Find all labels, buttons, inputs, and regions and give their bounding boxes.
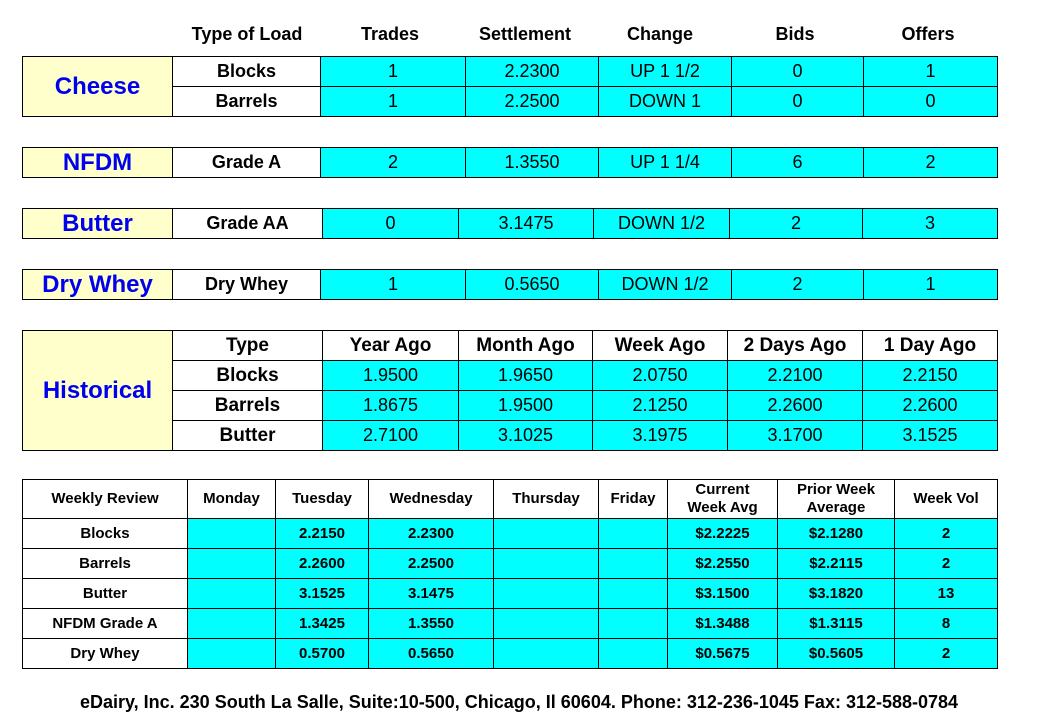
weekly-cell: 13 <box>895 579 998 609</box>
cheese-blocks-trades: 1 <box>321 57 466 87</box>
weekly-cell <box>494 639 599 669</box>
weekly-cell: 3.1525 <box>276 579 369 609</box>
weekly-cell: $1.3488 <box>668 609 778 639</box>
historical-header-type: Type <box>173 331 323 361</box>
historical-header-week-ago: Week Ago <box>593 331 728 361</box>
weekly-cell: 1.3550 <box>369 609 494 639</box>
nfdm-trades: 2 <box>321 148 466 178</box>
historical-header-1-day-ago: 1 Day Ago <box>863 331 998 361</box>
historical-header-2-days-ago: 2 Days Ago <box>728 331 863 361</box>
dry-whey-trades: 1 <box>321 270 466 300</box>
weekly-cell: 2.2600 <box>276 549 369 579</box>
weekly-cell <box>599 579 668 609</box>
cheese-barrels-bids: 0 <box>732 87 864 117</box>
historical-cell: 2.1250 <box>593 391 728 421</box>
header-settlement: Settlement <box>478 24 572 44</box>
weekly-cell <box>188 639 276 669</box>
weekly-header-friday: Friday <box>599 480 668 519</box>
butter-label: Butter <box>23 209 173 239</box>
weekly-cell: 0.5700 <box>276 639 369 669</box>
footer-contact: eDairy, Inc. 230 South La Salle, Suite:10-500, Chicago, Il 60604. Phone: 312-236-1045 Fax: 312-588-0784 <box>79 692 959 712</box>
dry-whey-settlement: 0.5650 <box>466 270 599 300</box>
cheese-blocks-change: UP 1 1/2 <box>599 57 732 87</box>
dry-whey-label: Dry Whey <box>23 270 173 300</box>
cheese-table <box>22 56 998 117</box>
weekly-cell <box>599 609 668 639</box>
weekly-header-tuesday: Tuesday <box>276 480 369 519</box>
cheese-label: Cheese <box>23 57 173 117</box>
weekly-cell <box>188 519 276 549</box>
historical-row-type: Butter <box>173 421 323 451</box>
weekly-cell: 2 <box>895 519 998 549</box>
weekly-header-review: Weekly Review <box>23 480 188 519</box>
weekly-cell <box>494 549 599 579</box>
weekly-cell: $2.2550 <box>668 549 778 579</box>
historical-cell: 1.9500 <box>323 361 459 391</box>
historical-cell: 1.8675 <box>323 391 459 421</box>
historical-label: Historical <box>23 331 173 451</box>
weekly-row-label: Barrels <box>23 549 188 579</box>
cheese-blocks-offers: 1 <box>864 57 998 87</box>
weekly-cell: $0.5605 <box>778 639 895 669</box>
butter-settlement: 3.1475 <box>459 209 594 239</box>
historical-cell: 2.7100 <box>323 421 459 451</box>
weekly-cell: $2.2115 <box>778 549 895 579</box>
header-bids: Bids <box>775 24 815 44</box>
header-offers: Offers <box>901 24 955 44</box>
dry-whey-offers: 1 <box>864 270 998 300</box>
butter-type: Grade AA <box>173 209 323 239</box>
nfdm-change: UP 1 1/4 <box>599 148 732 178</box>
cheese-barrels-change: DOWN 1 <box>599 87 732 117</box>
weekly-cell <box>188 579 276 609</box>
weekly-row-label: NFDM Grade A <box>23 609 188 639</box>
weekly-header-wednesday: Wednesday <box>369 480 494 519</box>
cheese-blocks-type: Blocks <box>173 57 321 87</box>
cheese-blocks-settlement: 2.2300 <box>466 57 599 87</box>
weekly-cell <box>599 639 668 669</box>
weekly-cell: 2.2150 <box>276 519 369 549</box>
historical-header-year-ago: Year Ago <box>323 331 459 361</box>
butter-offers: 3 <box>863 209 998 239</box>
weekly-row-label: Dry Whey <box>23 639 188 669</box>
header-type-of-load: Type of Load <box>191 24 303 44</box>
cheese-barrels-offers: 0 <box>864 87 998 117</box>
historical-row-type: Barrels <box>173 391 323 421</box>
weekly-cell <box>188 609 276 639</box>
header-change: Change <box>626 24 693 44</box>
historical-cell: 2.2150 <box>863 361 998 391</box>
weekly-cell: 2.2500 <box>369 549 494 579</box>
weekly-row-label: Butter <box>23 579 188 609</box>
historical-cell: 1.9650 <box>459 361 593 391</box>
weekly-row-label: Blocks <box>23 519 188 549</box>
weekly-cell <box>599 549 668 579</box>
weekly-cell: $0.5675 <box>668 639 778 669</box>
weekly-review-table <box>22 479 998 669</box>
historical-cell: 2.2100 <box>728 361 863 391</box>
nfdm-table <box>22 147 998 178</box>
weekly-header-week-vol: Week Vol <box>895 480 998 519</box>
weekly-cell: $3.1820 <box>778 579 895 609</box>
nfdm-settlement: 1.3550 <box>466 148 599 178</box>
weekly-cell <box>494 519 599 549</box>
historical-table <box>22 330 998 451</box>
weekly-cell: $2.2225 <box>668 519 778 549</box>
weekly-cell: 2 <box>895 639 998 669</box>
weekly-header-thursday: Thursday <box>494 480 599 519</box>
butter-table <box>22 208 998 239</box>
historical-row-type: Blocks <box>173 361 323 391</box>
weekly-cell <box>599 519 668 549</box>
historical-cell: 3.1025 <box>459 421 593 451</box>
cheese-barrels-settlement: 2.2500 <box>466 87 599 117</box>
historical-cell: 3.1700 <box>728 421 863 451</box>
weekly-cell <box>494 579 599 609</box>
nfdm-bids: 6 <box>732 148 864 178</box>
historical-cell: 3.1525 <box>863 421 998 451</box>
weekly-cell: 2.2300 <box>369 519 494 549</box>
weekly-cell: 8 <box>895 609 998 639</box>
butter-change: DOWN 1/2 <box>594 209 730 239</box>
weekly-cell <box>188 549 276 579</box>
historical-cell: 2.2600 <box>863 391 998 421</box>
historical-cell: 2.0750 <box>593 361 728 391</box>
weekly-header-current-week-avg: Current Week Avg <box>668 480 778 519</box>
cheese-barrels-type: Barrels <box>173 87 321 117</box>
weekly-header-monday: Monday <box>188 480 276 519</box>
nfdm-type: Grade A <box>173 148 321 178</box>
butter-bids: 2 <box>730 209 863 239</box>
weekly-cell: 3.1475 <box>369 579 494 609</box>
dry-whey-change: DOWN 1/2 <box>599 270 732 300</box>
weekly-cell: 1.3425 <box>276 609 369 639</box>
weekly-cell: $3.1500 <box>668 579 778 609</box>
nfdm-offers: 2 <box>864 148 998 178</box>
weekly-cell <box>494 609 599 639</box>
historical-cell: 3.1975 <box>593 421 728 451</box>
historical-cell: 1.9500 <box>459 391 593 421</box>
weekly-cell: $1.3115 <box>778 609 895 639</box>
weekly-header-prior-week-average: Prior Week Average <box>778 480 895 519</box>
weekly-cell: 2 <box>895 549 998 579</box>
historical-cell: 2.2600 <box>728 391 863 421</box>
butter-trades: 0 <box>323 209 459 239</box>
cheese-barrels-trades: 1 <box>321 87 466 117</box>
header-trades: Trades <box>360 24 420 44</box>
historical-header-month-ago: Month Ago <box>459 331 593 361</box>
dry-whey-type: Dry Whey <box>173 270 321 300</box>
cheese-blocks-bids: 0 <box>732 57 864 87</box>
weekly-cell: $2.1280 <box>778 519 895 549</box>
dry-whey-table <box>22 269 998 300</box>
nfdm-label: NFDM <box>23 148 173 178</box>
dry-whey-bids: 2 <box>732 270 864 300</box>
weekly-cell: 0.5650 <box>369 639 494 669</box>
